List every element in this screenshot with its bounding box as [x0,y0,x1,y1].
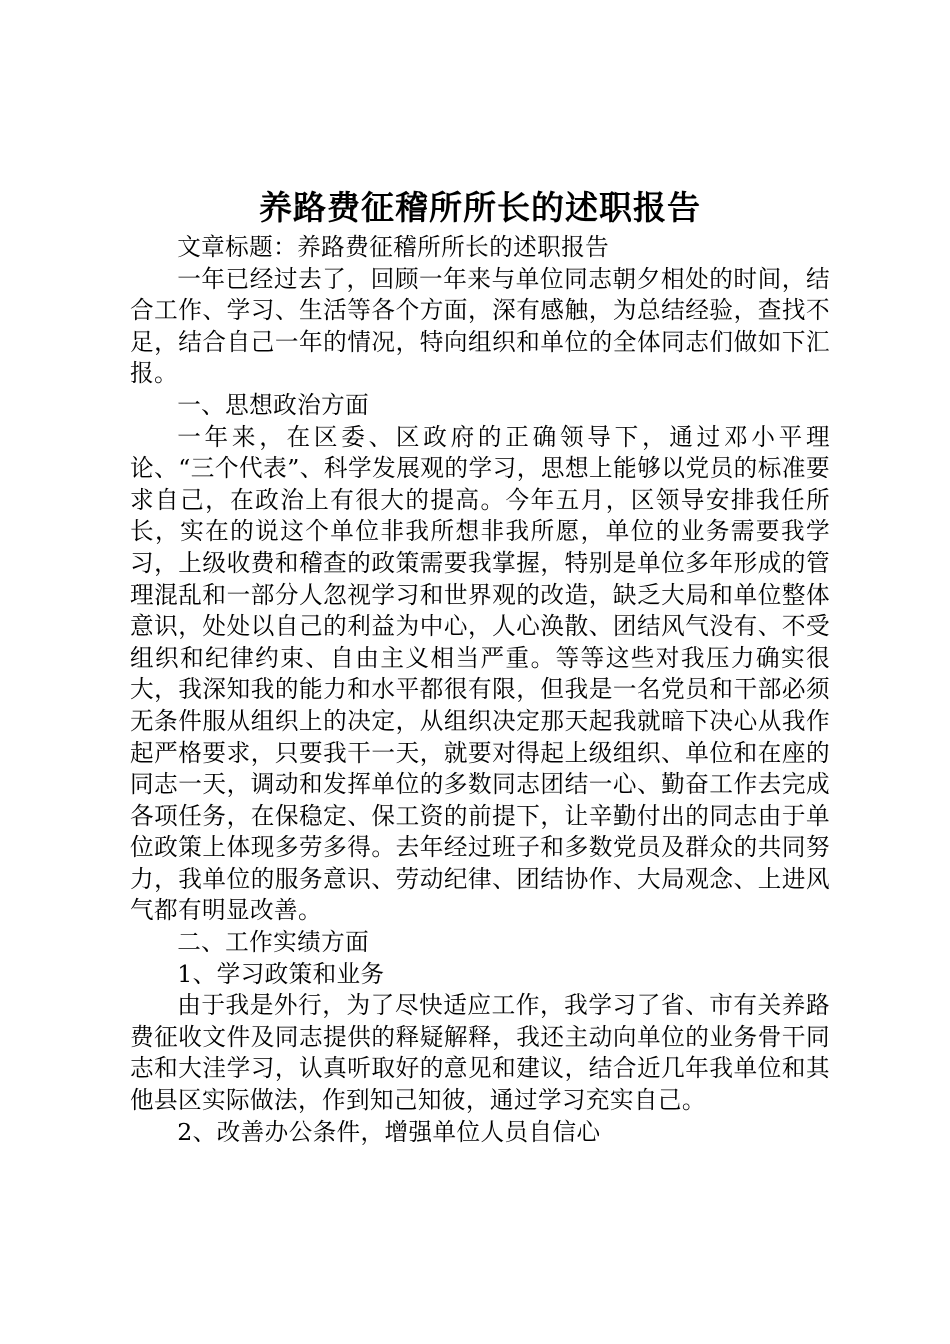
intro-paragraph: 一年已经过去了，回顾一年来与单位同志朝夕相处的时间，结合工作、学习、生活等各个方面，深有感触，为总结经验，查找不足，结合自己一年的情况，特向组织和单位的全体同志们做如下汇报。 [130,264,830,388]
section-heading-ideology: 一、思想政治方面 [177,390,370,419]
study-policy-paragraph: 由于我是外行，为了尽快适应工作，我学习了省、市有关养路费征收文件及同志提供的释疑解释，我还主动向单位的业务骨干同志和大洼学习，认真听取好的意见和建议，结合近几年我单位和其他县区实际做法，作到知己知彼，通过学习充实自己。 [130,991,830,1115]
document-page [130,184,830,1148]
document-title: 养路费征稽所所长的述职报告 [259,188,701,227]
subheading-study-policy: 1、学习政策和业务 [177,959,385,988]
subheading-office-conditions: 2、改善办公条件，增强单位人员自信心 [177,1117,601,1146]
section-heading-achievements: 二、工作实绩方面 [177,928,370,957]
article-title-line: 文章标题：养路费征稽所所长的述职报告 [177,233,610,261]
ideology-paragraph: 一年来，在区委、区政府的正确领导下，通过邓小平理论、“三个代表”、科学发展观的学习，思想上能够以党员的标准要求自己，在政治上有很大的提高。今年五月，区领导安排我任所长，实在的说这个单位非我所想非我所愿，单位的业务需要我学习，上级收费和稽查的政策需要我掌握，特别是单位多年形成的管理混乱和一部分人忽视学习和世界观的改造，缺乏大局和单位整体意识，处处以自己的利益为中心，人心涣散、团结风气没有、不受组织和纪律约束、自由主义相当严重。等等这些对我压力确实很大，我深知我的能力和水平都很有限，但我是一名党员和干部必须无条件服从组织上的决定，从组织决定那天起我就暗下决心从我作起严格要求，只要我干一天，就要对得起上级组织、单位和在座的同志一天，调动和发挥单位的多数同志团结一心、勤奋工作去完成各项任务，在保稳定、保工资的前提下，让辛勤付出的同志由于单位政策上体现多劳多得。去年经过班子和多数党员及群众的共同努力，我单位的服务意识、劳动纪律、团结协作、大局观念、上进风气都有明显改善。 [130,422,830,925]
